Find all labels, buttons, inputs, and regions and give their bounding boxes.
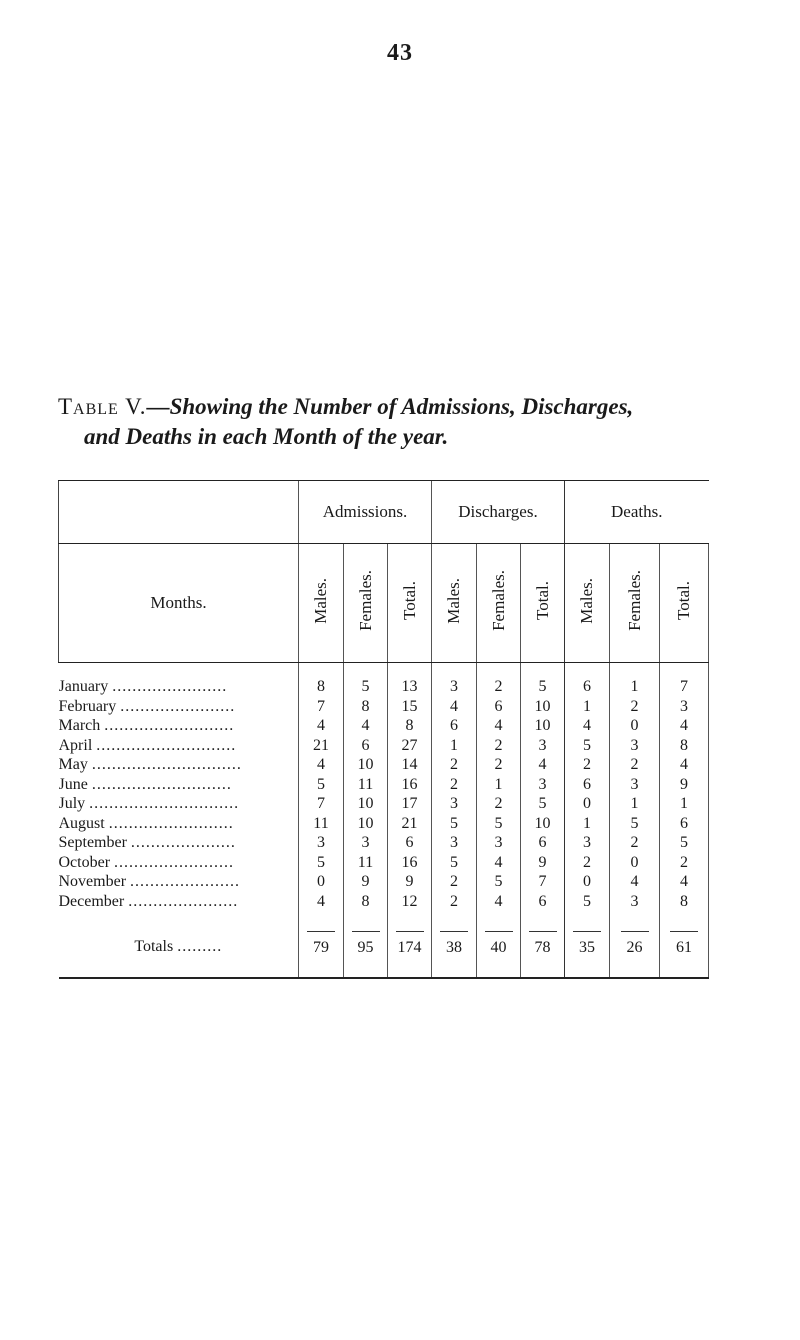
month-name: May .............................. — [58, 756, 242, 773]
totals-discharges-total: 78 — [521, 925, 565, 978]
deaths-females-cell: 3 — [610, 892, 660, 912]
totals-deaths-total: 61 — [660, 925, 709, 978]
table-row — [59, 872, 709, 892]
table-caption — [58, 392, 770, 452]
month-name: January ....................... — [58, 678, 228, 695]
admissions-total-cell: 8 — [388, 716, 432, 736]
table-label: Table V. — [58, 394, 147, 419]
admissions-total-header: Total. — [388, 544, 432, 663]
discharges-males-cell: 2 — [432, 755, 477, 775]
deaths-total-cell: 1 — [660, 794, 709, 814]
admissions-males-cell: 7 — [299, 794, 344, 814]
discharges-total-cell: 10 — [521, 697, 565, 717]
spacer-row — [59, 663, 709, 678]
admissions-total-cell: 16 — [388, 775, 432, 795]
admissions-males-cell: 5 — [299, 775, 344, 795]
corner-cell — [59, 481, 299, 544]
deaths-total-cell: 6 — [660, 814, 709, 834]
deaths-females-cell: 3 — [610, 736, 660, 756]
discharges-total-cell: 5 — [521, 677, 565, 697]
deaths-males-cell: 2 — [565, 755, 610, 775]
table-row — [59, 736, 709, 756]
totals-admissions-females: 95 — [344, 925, 388, 978]
discharges-females-cell: 5 — [477, 814, 521, 834]
totals-label: Totals ......... — [59, 925, 299, 978]
deaths-total-cell: 4 — [660, 872, 709, 892]
discharges-total-cell: 6 — [521, 833, 565, 853]
discharges-total-cell: 6 — [521, 892, 565, 912]
deaths-females-header: Females. — [610, 544, 660, 663]
deaths-males-cell: 4 — [565, 716, 610, 736]
admissions-total-cell: 27 — [388, 736, 432, 756]
admissions-total-cell: 16 — [388, 853, 432, 873]
month-name: October ........................ — [58, 853, 235, 871]
admissions-total-cell: 12 — [388, 892, 432, 912]
admissions-females-header: Females. — [344, 544, 388, 663]
table-row — [59, 677, 709, 697]
admissions-males-cell: 7 — [299, 697, 344, 717]
deaths-females-cell: 0 — [610, 716, 660, 736]
deaths-total-cell: 2 — [660, 853, 709, 873]
deaths-total-cell: 7 — [660, 677, 709, 697]
table-row — [59, 775, 709, 795]
admissions-total-cell: 6 — [388, 833, 432, 853]
admissions-males-cell: 21 — [299, 736, 344, 756]
month-name: August ......................... — [58, 814, 234, 832]
table-row — [59, 697, 709, 717]
totals-deaths-females: 26 — [610, 925, 660, 978]
discharges-males-cell: 5 — [432, 814, 477, 834]
deaths-males-cell: 3 — [565, 833, 610, 853]
deaths-males-cell: 2 — [565, 853, 610, 873]
discharges-total-cell: 9 — [521, 853, 565, 873]
spacer-row — [59, 911, 709, 925]
discharges-total-cell: 3 — [521, 736, 565, 756]
month-name: March .......................... — [58, 717, 235, 734]
admissions-total-cell: 13 — [388, 677, 432, 697]
table-row — [59, 755, 709, 775]
discharges-males-cell: 2 — [432, 892, 477, 912]
deaths-header: Deaths. — [565, 481, 709, 544]
deaths-males-cell: 1 — [565, 697, 610, 717]
admissions-total-cell: 9 — [388, 872, 432, 892]
deaths-males-cell: 0 — [565, 872, 610, 892]
deaths-total-cell: 4 — [660, 755, 709, 775]
deaths-females-cell: 2 — [610, 833, 660, 853]
admissions-males-cell: 11 — [299, 814, 344, 834]
deaths-males-cell: 6 — [565, 677, 610, 697]
deaths-females-cell: 0 — [610, 853, 660, 873]
admissions-males-header: Males. — [299, 544, 344, 663]
month-name: February ....................... — [58, 697, 236, 715]
admissions-males-cell: 8 — [299, 677, 344, 697]
months-header: Months. — [59, 544, 299, 663]
discharges-females-cell: 4 — [477, 892, 521, 912]
discharges-total-cell: 7 — [521, 872, 565, 892]
admissions-females-cell: 6 — [344, 736, 388, 756]
deaths-males-cell: 6 — [565, 775, 610, 795]
discharges-females-cell: 2 — [477, 755, 521, 775]
discharges-males-cell: 6 — [432, 716, 477, 736]
totals-admissions-total: 174 — [388, 925, 432, 978]
month-name: September ..................... — [58, 834, 236, 851]
deaths-males-cell: 5 — [565, 736, 610, 756]
admissions-total-cell: 17 — [388, 794, 432, 814]
totals-row — [59, 925, 709, 978]
deaths-females-cell: 5 — [610, 814, 660, 834]
discharges-females-cell: 2 — [477, 794, 521, 814]
discharges-males-cell: 1 — [432, 736, 477, 756]
deaths-females-cell: 1 — [610, 677, 660, 697]
table-row — [59, 716, 709, 736]
discharges-males-cell: 3 — [432, 833, 477, 853]
discharges-males-cell: 3 — [432, 677, 477, 697]
discharges-males-cell: 5 — [432, 853, 477, 873]
admissions-females-cell: 10 — [344, 755, 388, 775]
admissions-females-cell: 3 — [344, 833, 388, 853]
deaths-females-cell: 4 — [610, 872, 660, 892]
deaths-females-cell: 2 — [610, 697, 660, 717]
deaths-females-cell: 3 — [610, 775, 660, 795]
discharges-total-cell: 10 — [521, 814, 565, 834]
deaths-males-cell: 5 — [565, 892, 610, 912]
discharges-females-cell: 4 — [477, 716, 521, 736]
admissions-males-cell: 4 — [299, 716, 344, 736]
admissions-total-cell: 21 — [388, 814, 432, 834]
table-title-line-2: and Deaths in each Month of the year. — [84, 424, 449, 449]
admissions-males-cell: 4 — [299, 755, 344, 775]
discharges-females-cell: 2 — [477, 677, 521, 697]
discharges-males-header: Males. — [432, 544, 477, 663]
admissions-females-cell: 10 — [344, 794, 388, 814]
totals-section — [59, 911, 709, 978]
discharges-females-cell: 6 — [477, 697, 521, 717]
totals-deaths-males: 35 — [565, 925, 610, 978]
admissions-header: Admissions. — [299, 481, 432, 544]
month-name: November ...................... — [58, 873, 241, 890]
month-name: April ............................ — [58, 736, 237, 754]
totals-admissions-males: 79 — [299, 925, 344, 978]
admissions-males-cell: 0 — [299, 872, 344, 892]
deaths-total-cell: 3 — [660, 697, 709, 717]
admissions-males-cell: 3 — [299, 833, 344, 853]
discharges-total-cell: 3 — [521, 775, 565, 795]
deaths-total-cell: 4 — [660, 716, 709, 736]
month-name: June ............................ — [58, 775, 232, 793]
table-body — [59, 663, 709, 678]
admissions-females-cell: 9 — [344, 872, 388, 892]
discharges-header: Discharges. — [432, 481, 565, 544]
deaths-total-cell: 8 — [660, 736, 709, 756]
admissions-females-cell: 10 — [344, 814, 388, 834]
month-name: December ...................... — [58, 892, 239, 910]
table-row — [59, 814, 709, 834]
discharges-females-cell: 1 — [477, 775, 521, 795]
table-title-line-1: —Showing the Number of Admissions, Discharges, — [146, 394, 634, 419]
discharges-females-cell: 2 — [477, 736, 521, 756]
discharges-males-cell: 2 — [432, 775, 477, 795]
admissions-total-cell: 14 — [388, 755, 432, 775]
deaths-males-cell: 1 — [565, 814, 610, 834]
admissions-females-cell: 4 — [344, 716, 388, 736]
discharges-males-cell: 4 — [432, 697, 477, 717]
discharges-females-cell: 5 — [477, 872, 521, 892]
discharges-females-header: Females. — [477, 544, 521, 663]
table-row — [59, 853, 709, 873]
discharges-total-header: Total. — [521, 544, 565, 663]
admissions-males-cell: 4 — [299, 892, 344, 912]
deaths-females-cell: 2 — [610, 755, 660, 775]
month-rows — [59, 677, 709, 911]
month-name: July .............................. — [58, 795, 240, 812]
admissions-females-cell: 11 — [344, 853, 388, 873]
totals-discharges-males: 38 — [432, 925, 477, 978]
admissions-females-cell: 11 — [344, 775, 388, 795]
deaths-males-header: Males. — [565, 544, 610, 663]
discharges-males-cell: 2 — [432, 872, 477, 892]
table-row — [59, 833, 709, 853]
deaths-total-header: Total. — [660, 544, 709, 663]
discharges-females-cell: 4 — [477, 853, 521, 873]
deaths-total-cell: 5 — [660, 833, 709, 853]
admissions-males-cell: 5 — [299, 853, 344, 873]
discharges-females-cell: 3 — [477, 833, 521, 853]
discharges-total-cell: 5 — [521, 794, 565, 814]
deaths-males-cell: 0 — [565, 794, 610, 814]
discharges-total-cell: 4 — [521, 755, 565, 775]
discharges-total-cell: 10 — [521, 716, 565, 736]
table-row — [59, 794, 709, 814]
totals-discharges-females: 40 — [477, 925, 521, 978]
monthly-returns-table — [58, 480, 709, 979]
deaths-total-cell: 8 — [660, 892, 709, 912]
page-number: 43 — [387, 40, 413, 66]
discharges-males-cell: 3 — [432, 794, 477, 814]
admissions-total-cell: 15 — [388, 697, 432, 717]
admissions-females-cell: 8 — [344, 697, 388, 717]
admissions-females-cell: 5 — [344, 677, 388, 697]
deaths-total-cell: 9 — [660, 775, 709, 795]
admissions-females-cell: 8 — [344, 892, 388, 912]
table-row — [59, 892, 709, 912]
deaths-females-cell: 1 — [610, 794, 660, 814]
